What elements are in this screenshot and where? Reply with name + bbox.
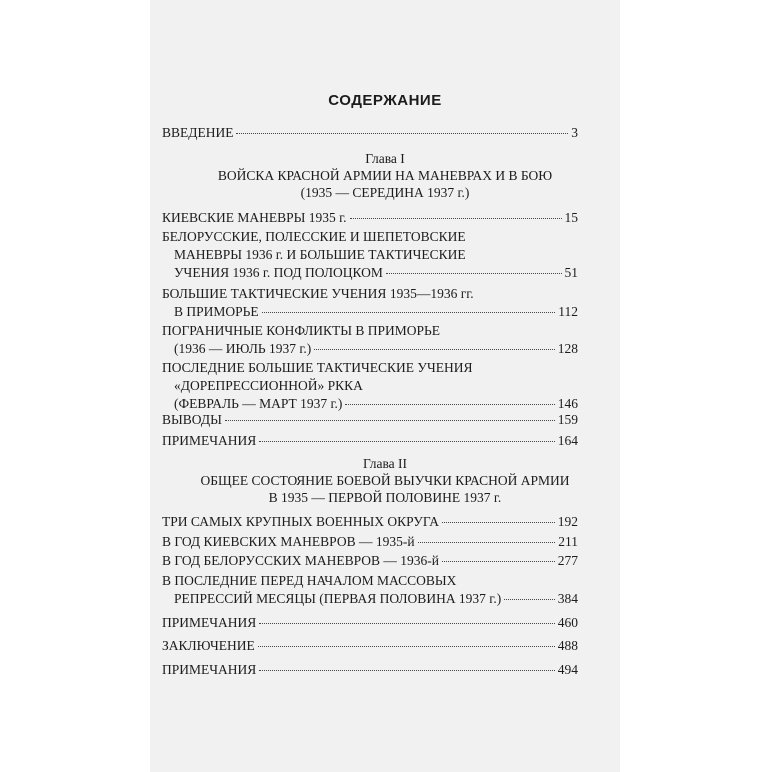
toc-entry: [162, 322, 578, 358]
toc-entry-label: МАНЕВРЫ 1936 г. И БОЛЬШИЕ ТАКТИЧЕСКИЕ: [174, 247, 466, 262]
toc-entry: [162, 552, 578, 570]
toc-entry-label: БЕЛОРУССКИЕ, ПОЛЕССКИЕ И ШЕПЕТОВСКИЕ: [162, 229, 466, 244]
toc-entry-label: ПРИМЕЧАНИЯ: [162, 662, 257, 677]
dot-leader: [504, 599, 555, 600]
toc-entry: [162, 513, 578, 531]
dot-leader: [345, 404, 554, 405]
toc-page-number: 192: [557, 514, 578, 529]
toc-entry-label: ПОСЛЕДНИЕ БОЛЬШИЕ ТАКТИЧЕСКИЕ УЧЕНИЯ: [162, 360, 473, 375]
toc-entry-label: РЕПРЕССИЙ МЕСЯЦЫ (ПЕРВАЯ ПОЛОВИНА 1937 г.): [174, 591, 502, 606]
toc-page-number: 211: [558, 534, 578, 549]
toc-entry-label: В ПОСЛЕДНИЕ ПЕРЕД НАЧАЛОМ МАССОВЫХ: [162, 573, 457, 588]
toc-entry-label: В ГОД БЕЛОРУССКИХ МАНЕВРОВ — 1936-й: [162, 553, 440, 568]
toc-entry-label: (1936 — ИЮЛЬ 1937 г.): [174, 341, 312, 356]
toc-entry: [162, 411, 578, 429]
toc-page-number: 51: [564, 265, 578, 280]
dot-leader: [259, 623, 554, 624]
toc-entry-label: «ДОРЕПРЕССИОННОЙ» РККА: [174, 378, 363, 393]
dot-leader: [262, 312, 556, 313]
dot-leader: [418, 542, 556, 543]
toc-entry-label: ТРИ САМЫХ КРУПНЫХ ВОЕННЫХ ОКРУГА: [162, 514, 439, 529]
toc-page-number: 488: [557, 638, 578, 653]
toc-entry: [162, 614, 578, 632]
toc-entry-label: УЧЕНИЯ 1936 г. ПОД ПОЛОЦКОМ: [174, 265, 383, 280]
toc-page-number: 384: [557, 591, 578, 606]
toc-entry: [162, 637, 578, 655]
toc-entry-label: БОЛЬШИЕ ТАКТИЧЕСКИЕ УЧЕНИЯ 1935—1936 гг.: [162, 286, 474, 301]
dot-leader: [259, 670, 554, 671]
dot-leader: [386, 273, 562, 274]
dot-leader: [442, 561, 555, 562]
page-title: СОДЕРЖАНИЕ: [328, 92, 442, 109]
toc-page-number: 128: [557, 341, 578, 356]
toc-entry: [162, 209, 578, 227]
toc-page-number: 112: [558, 304, 578, 319]
toc-page-number: 159: [557, 412, 578, 427]
toc-page-number: 460: [557, 615, 578, 630]
toc-entry-label: ВЫВОДЫ: [162, 412, 222, 427]
chapter-2-title-line2: В 1935 — ПЕРВОЙ ПОЛОВИНЕ 1937 г.: [268, 490, 502, 505]
dot-leader: [258, 646, 555, 647]
chapter-2-label: Глава II: [362, 456, 408, 471]
toc-entry-label: КИЕВСКИЕ МАНЕВРЫ 1935 г.: [162, 210, 347, 225]
chapter-1-label: Глава I: [365, 151, 405, 166]
toc-entry-label: ПОГРАНИЧНЫЕ КОНФЛИКТЫ В ПРИМОРЬЕ: [162, 323, 441, 338]
toc-page-number: 277: [557, 553, 578, 568]
toc-entry: [162, 432, 578, 450]
toc-entry-label: ПРИМЕЧАНИЯ: [162, 433, 257, 448]
dot-leader: [442, 522, 555, 523]
toc-entry-label: (ФЕВРАЛЬ — МАРТ 1937 г.): [174, 396, 343, 411]
toc-entry-label: ПРИМЕЧАНИЯ: [162, 615, 257, 630]
toc-entry-introduction: [162, 124, 578, 142]
dot-leader: [236, 133, 568, 134]
toc-entry: [162, 533, 578, 551]
toc-entry: [162, 228, 578, 282]
toc-entry-label: В ПРИМОРЬЕ: [174, 304, 259, 319]
toc-page-number: 15: [564, 210, 578, 225]
toc-page-number: 164: [557, 433, 578, 448]
toc-page-number: 494: [557, 662, 578, 677]
chapter-1-title-line2: (1935 — СЕРЕДИНА 1937 г.): [300, 185, 470, 200]
toc-entry: [162, 572, 578, 608]
toc-entry: [162, 359, 578, 413]
dot-leader: [259, 441, 554, 442]
chapter-1-title-line1: ВОЙСКА КРАСНОЙ АРМИИ НА МАНЕВРАХ И В БОЮ: [217, 168, 553, 183]
toc-entry: [162, 285, 578, 321]
toc-entry-label: ЗАКЛЮЧЕНИЕ: [162, 638, 255, 653]
dot-leader: [350, 218, 562, 219]
dot-leader: [314, 349, 555, 350]
toc-entry-label: В ГОД КИЕВСКИХ МАНЕВРОВ — 1935-й: [162, 534, 415, 549]
dot-leader: [225, 420, 555, 421]
chapter-2-title-line1: ОБЩЕЕ СОСТОЯНИЕ БОЕВОЙ ВЫУЧКИ КРАСНОЙ АРМИИ: [200, 473, 570, 488]
toc-entry-label: ВВЕДЕНИЕ: [162, 125, 234, 140]
toc-page-number: 3: [571, 125, 578, 140]
toc-entry: [162, 661, 578, 679]
toc-page-number: 146: [557, 396, 578, 411]
